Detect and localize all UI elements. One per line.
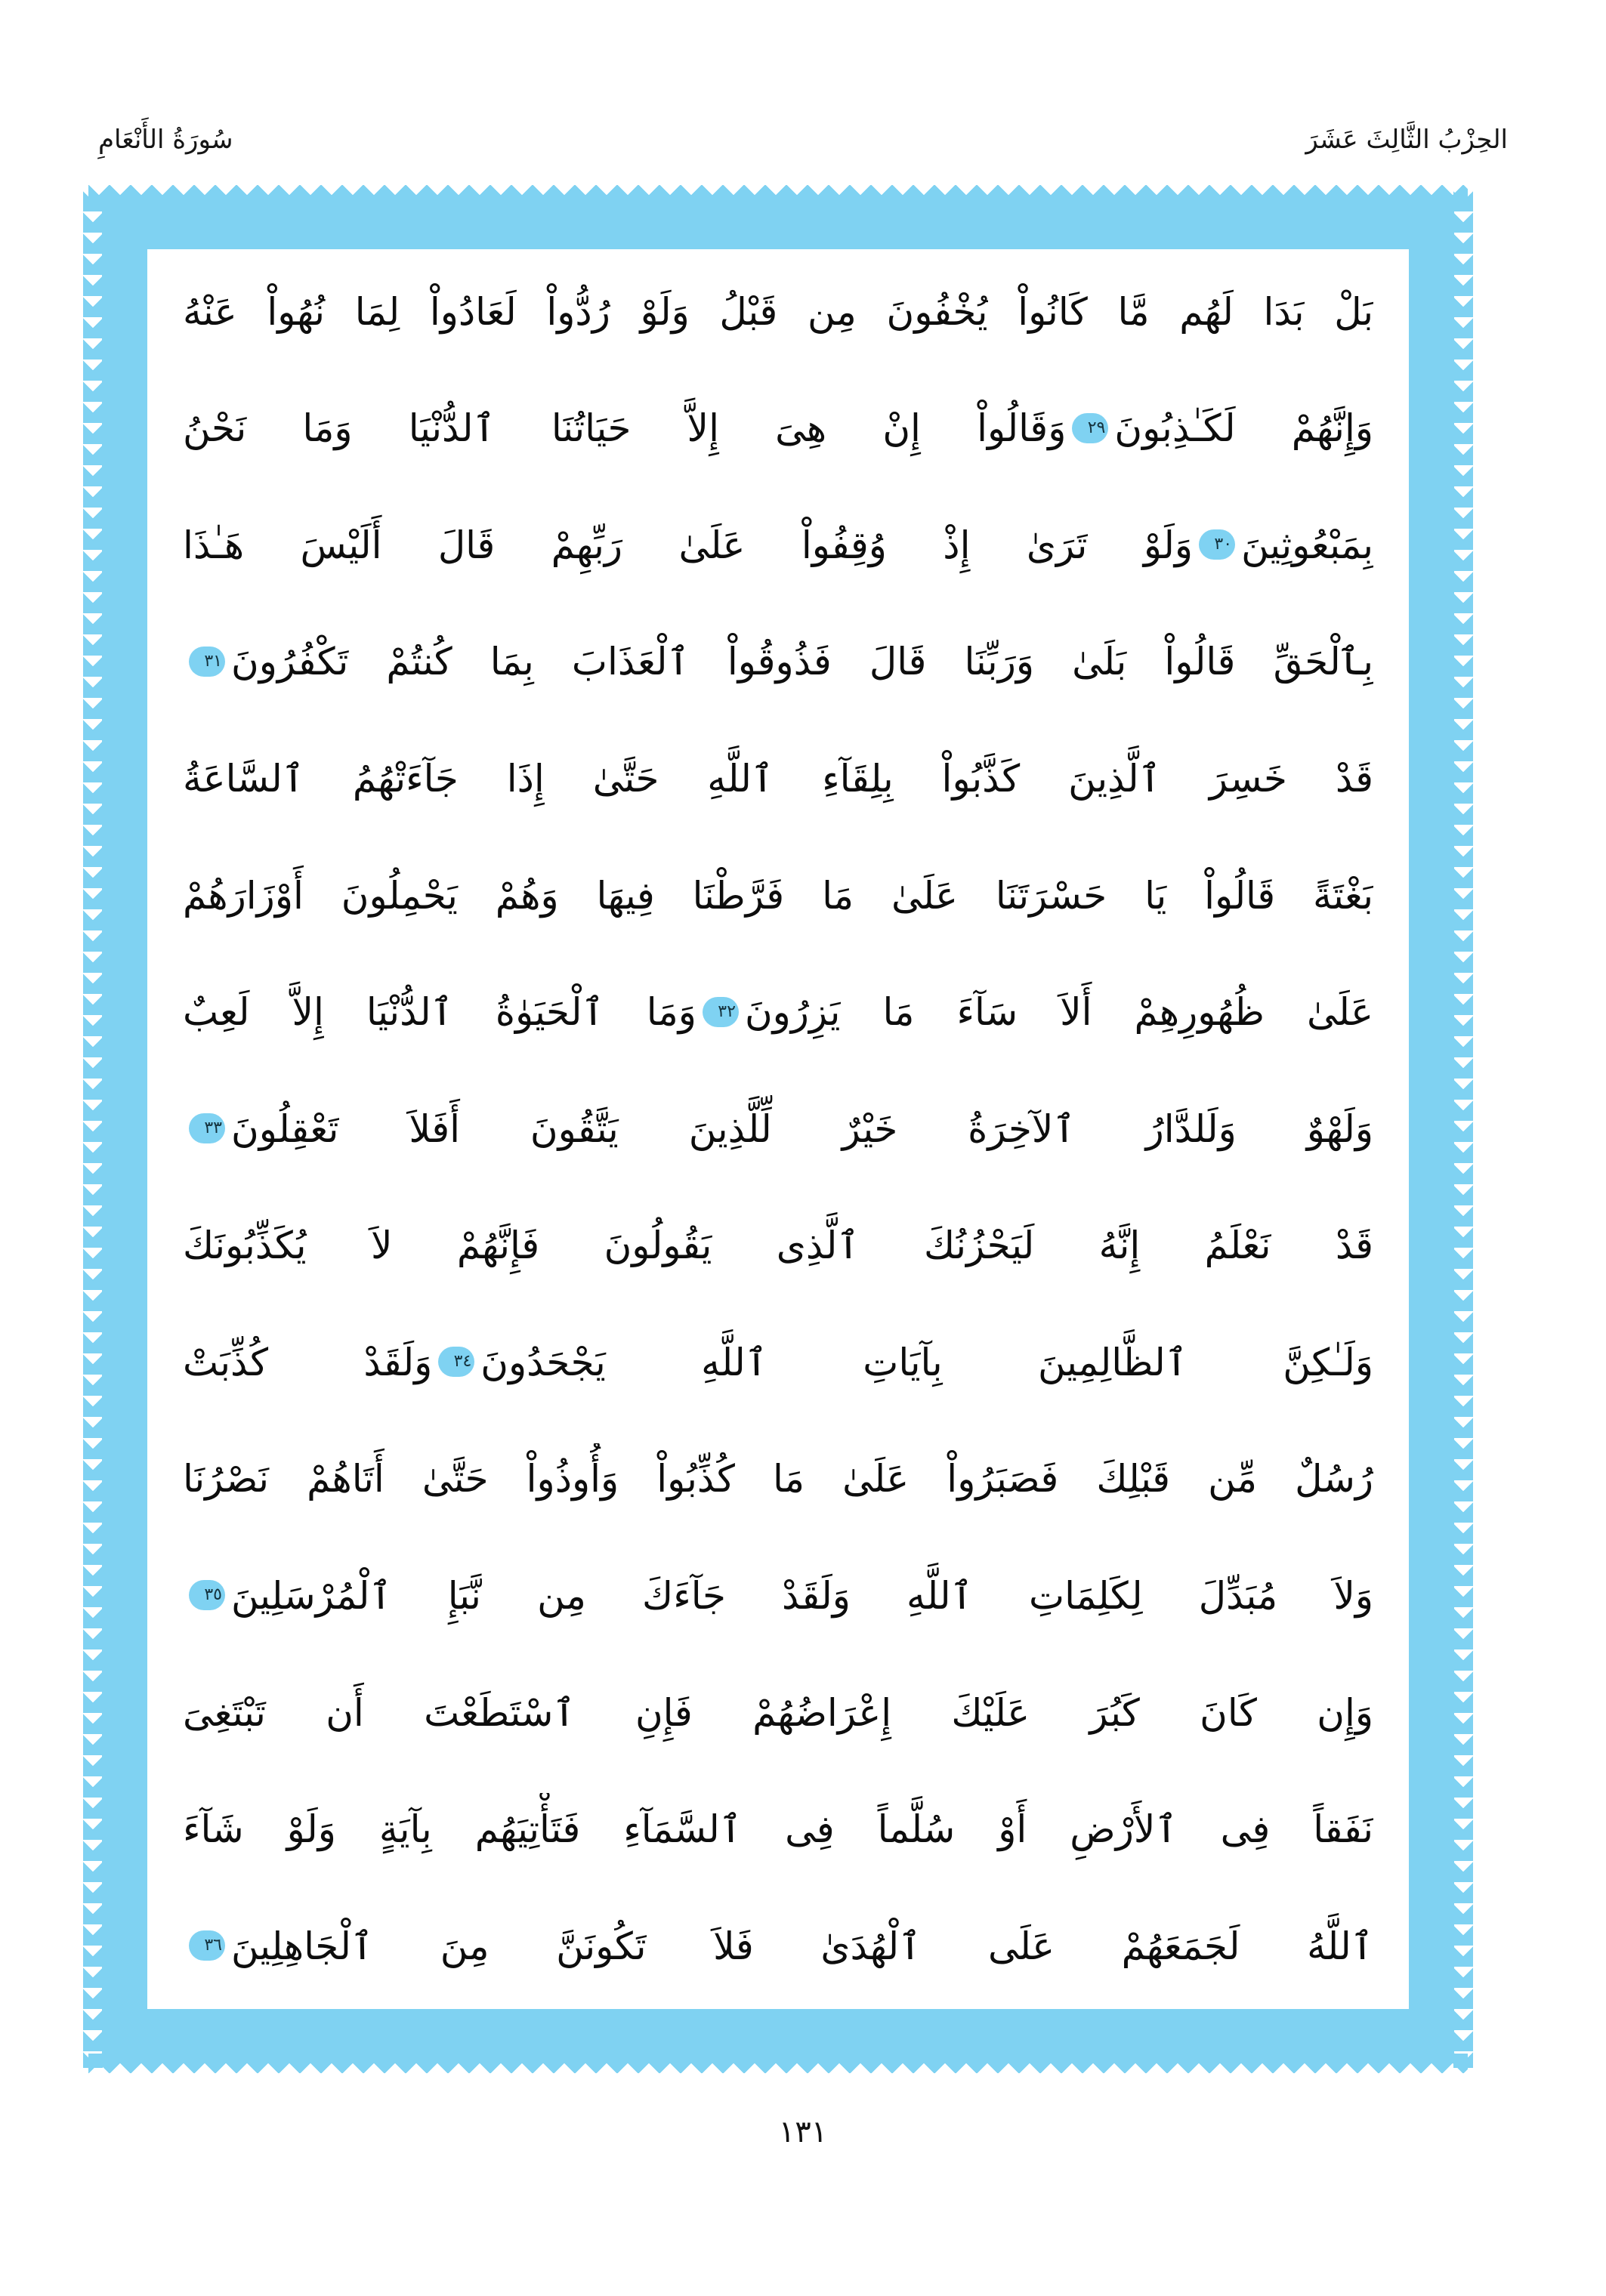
ayah-text: وَلَهْوٌ وَلَلدَّارُ ٱلآخِرَةُ خَيْرٌ لِّلَّذِينَ يَتَّقُونَ أَفَلاَ تَعْقِلُونَ (231, 1106, 1373, 1151)
ayah-number-marker: ٣٦ (189, 1930, 225, 1961)
ayah-line-content (183, 1459, 1373, 1499)
text-frame (147, 249, 1409, 2009)
ayah-number-marker: ٣٠ (1199, 529, 1235, 560)
decorative-border (102, 204, 1454, 2054)
ayah-line (183, 1793, 1373, 1866)
ayah-text: وَلاَ مُبَدِّلَ لِكَلِمَاتِ ٱللَّهِ وَلَقَدْ جَآءَكَ مِن نَّبَإِ ٱلْمُرْسَلِينَ (231, 1573, 1373, 1618)
page-header (98, 113, 1508, 166)
ayah-line (183, 1560, 1373, 1632)
ayah-number-marker: ٢٩ (1072, 413, 1108, 443)
hizb-title: الحِزْبُ الثَّالِثَ عَشَرَ (1305, 125, 1508, 155)
ayah-text-continued: وَلَقَدْ كُذِّبَتْ (183, 1340, 433, 1384)
ayah-text: رُسُلٌ مِّن قَبْلِكَ فَصَبَرُواْ عَلَىٰ مَا كُذِّبُواْ وَأُوذُواْ حَتَّىٰ أَتَاهُمْ نَصْرُنَا (183, 1457, 1373, 1501)
ayah-text: نَفَقاً فِى ٱلأَرْضِ أَوْ سُلَّماً فِى ٱلسَّمَآءِ فَتَأْتِيَهُم بِآيَةٍ وَلَوْ شَآءَ (183, 1807, 1373, 1852)
ayah-text: بَغْتَةً قَالُواْ يَا حَسْرَتَنَا عَلَىٰ مَا فَرَّطْنَا فِيهَا وَهُمْ يَحْمِلُونَ أَوْزَارَهُمْ (183, 873, 1373, 918)
ayah-line-content (183, 990, 1373, 1035)
ayah-text: وَإِنَّهُمْ لَكَـٰذِبُونَ (1114, 406, 1373, 451)
ayah-line (183, 1443, 1373, 1516)
ayah-text: وَإِن كَانَ كَبُرَ عَلَيْكَ إِعْرَاضُهُمْ فَإِنِ ٱسْتَطَعْتَ أَن تَبْتَغِىَ (183, 1690, 1373, 1735)
ayah-line-content (183, 406, 1373, 451)
ayah-line (183, 742, 1373, 815)
ayah-number-marker: ٣٢ (703, 997, 739, 1027)
ayah-line-content (183, 759, 1373, 799)
ayah-line-content (183, 523, 1373, 567)
ayah-line (183, 509, 1373, 582)
ayah-line (183, 1210, 1373, 1282)
ayah-text: قَدْ نَعْلَمُ إِنَّهُ لَيَحْزُنُكَ ٱلَّذِى يَقُولُونَ فَإِنَّهُمْ لاَ يُكَذِّبُونَكَ (183, 1224, 1373, 1268)
ayah-text-continued: وَمَا ٱلْحَيَوٰةُ ٱلدُّنْيَا إِلاَّ لَعِبٌ (183, 990, 696, 1035)
ayah-line-content (183, 1106, 1373, 1151)
ayah-line (183, 1093, 1373, 1165)
ayah-line-content (183, 289, 1373, 334)
ayah-text: بَلْ بَدَا لَهُم مَّا كَانُواْ يُخْفُونَ مِن قَبْلُ وَلَوْ رُدُّواْ لَعَادُواْ لِمَا نُهُواْ عَنْهُ (183, 289, 1373, 334)
ayah-text: بِٱلْحَقِّ قَالُواْ بَلَىٰ وَرَبِّنَا قَالَ فَذُوقُواْ ٱلْعَذَابَ بِمَا كُنتُمْ تَكْفُرُونَ (231, 640, 1373, 684)
ayah-line (183, 393, 1373, 465)
ayah-number-marker: ٣٤ (438, 1347, 474, 1377)
ayah-number-marker: ٣٣ (189, 1113, 225, 1143)
ayah-line-content (183, 1807, 1373, 1852)
ayah-number-marker: ٣١ (189, 647, 225, 677)
ayah-line-content (183, 1924, 1373, 1968)
quran-text-block (183, 276, 1373, 1983)
ayah-text: وَلَـٰكِنَّ ٱلظَّالِمِينَ بِآيَاتِ ٱللَّهِ يَجْحَدُونَ (480, 1340, 1373, 1384)
ayah-line (183, 859, 1373, 932)
ayah-line-content (183, 1226, 1373, 1266)
ayah-text-continued: وَقَالُواْ إِنْ هِىَ إِلاَّ حَيَاتُنَا ٱلدُّنْيَا وَمَا نَحْنُ (183, 406, 1067, 451)
page-number: ١٣١ (778, 2115, 828, 2149)
ayah-line-content (183, 1340, 1373, 1384)
ayah-line (183, 276, 1373, 348)
ayah-line-content (183, 1690, 1373, 1735)
ayah-text: قَدْ خَسِرَ ٱلَّذِينَ كَذَّبُواْ بِلِقَآءِ ٱللَّهِ حَتَّىٰ إِذَا جَآءَتْهُمُ ٱلسَّاعَةُ (183, 757, 1373, 801)
ayah-text: ٱللَّهُ لَجَمَعَهُمْ عَلَى ٱلْهُدَىٰ فَلاَ تَكُونَنَّ مِنَ ٱلْجَاهِلِينَ (231, 1924, 1373, 1968)
border-edge-left (83, 190, 103, 2068)
ayah-line-content (183, 873, 1373, 918)
sura-title: سُورَةُ الأَنْعَامِ (98, 125, 233, 155)
ayah-line (183, 1677, 1373, 1749)
ayah-line-content (183, 642, 1373, 682)
ayah-line (183, 1910, 1373, 1983)
ayah-text-continued: وَلَوْ تَرَىٰ إِذْ وُقِفُواْ عَلَىٰ رَبِّهِمْ قَالَ أَلَيْسَ هَـٰذَا (183, 523, 1194, 567)
ayah-line-content (183, 1573, 1373, 1618)
ayah-line (183, 626, 1373, 699)
ayah-line (183, 1326, 1373, 1399)
ayah-text: عَلَىٰ ظُهُورِهِمْ أَلاَ سَآءَ مَا يَزِرُونَ (744, 990, 1373, 1035)
border-edge-right (1453, 190, 1473, 2068)
ayah-number-marker: ٣٥ (189, 1580, 225, 1610)
ayah-text: بِمَبْعُوثِينَ (1241, 523, 1373, 567)
ayah-line (183, 976, 1373, 1048)
